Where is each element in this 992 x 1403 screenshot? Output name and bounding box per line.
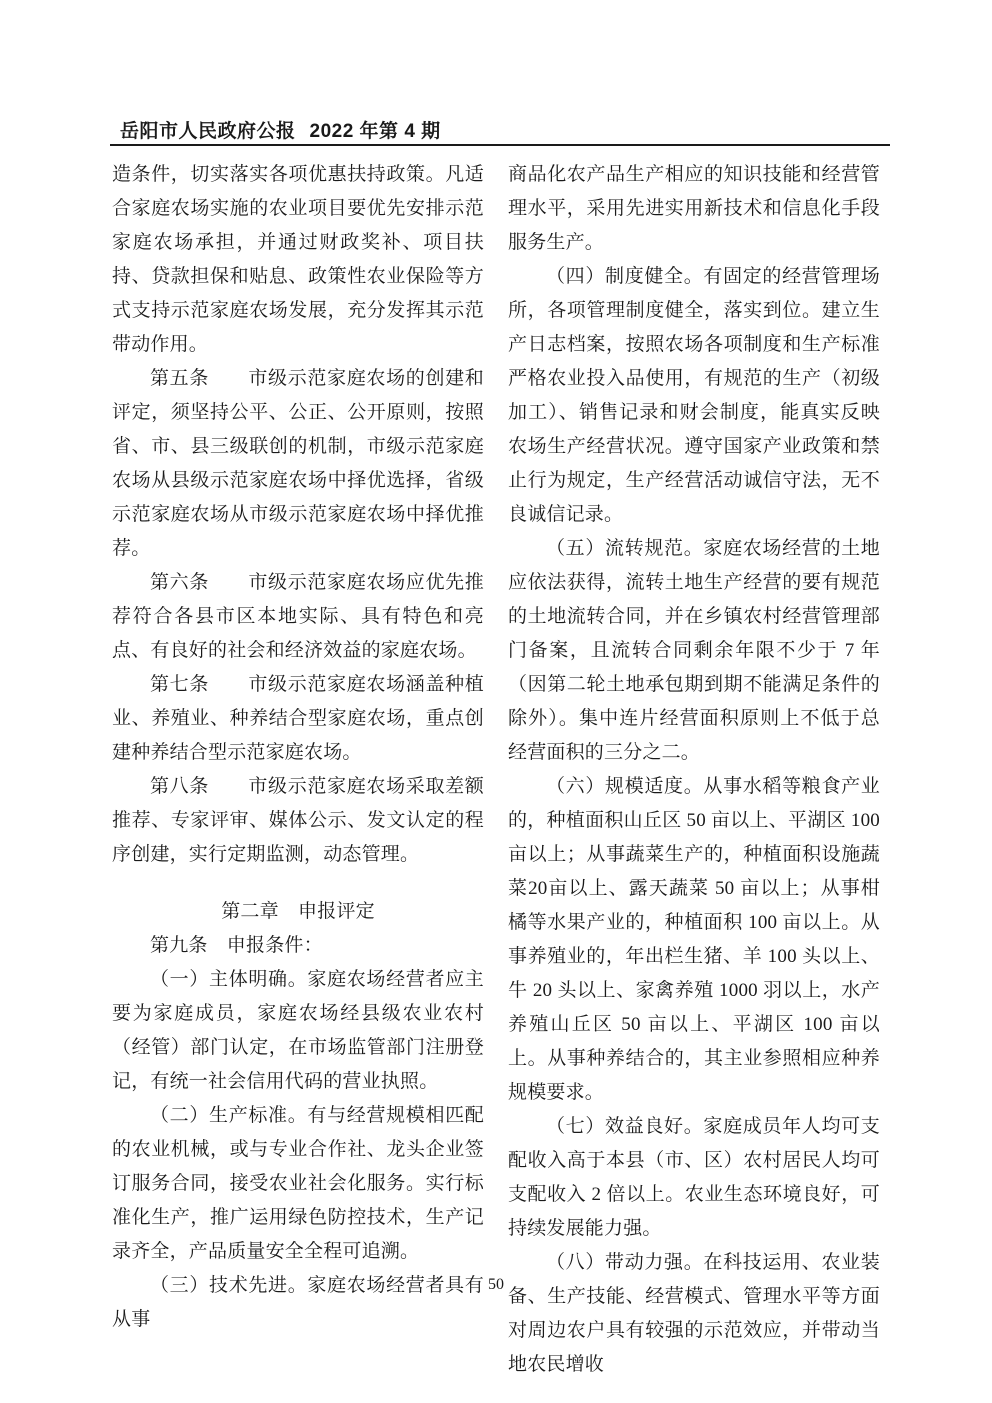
paragraph: （三）技术先进。家庭农场经营者具有从事 [112,1275,484,1330]
gazette-issue: 2022 年第 4 期 [309,121,441,142]
left-column [112,158,484,1382]
paragraph: 商品化农产品生产相应的知识技能和经营管理水平，采用先进实用新技术和信息化手段服务生产。 [508,164,880,253]
paragraph: （一）主体明确。家庭农场经营者应主要为家庭成员，家庭农场经县级农业农村（经管）部门认定，在市场监管部门注册登记，有统一社会信用代码的营业执照。 [112,969,484,1092]
gazette-header [120,116,441,143]
paragraph: 造条件，切实落实各项优惠扶持政策。凡适合家庭农场实施的农业项目要优先安排示范家庭农场承担，并通过财政奖补、项目扶持、贷款担保和贴息、政策性农业保险等方式支持示范家庭农场发展，充分发挥其示范带动作用。 [112,164,484,355]
paragraph: 第六条 市级示范家庭农场应优先推荐符合各县市区本地实际、具有特色和亮点、有良好的社会和经济效益的家庭农场。 [112,572,484,661]
article-body [112,158,880,1382]
paragraph: 第八条 市级示范家庭农场采取差额推荐、专家评审、媒体公示、发文认定的程序创建，实行定期监测，动态管理。 [112,776,484,865]
paragraph: （六）规模适度。从事水稻等粮食产业的，种植面积山丘区 50 亩以上、平湖区 100 亩以上；从事蔬菜生产的，种植面积设施蔬菜20亩以上、露天蔬菜 50 亩以上；从事柑橘等水果产业的，种植面积 100 亩以上。从事养殖业的，年出栏生猪、羊 100 头以上、牛 20 头以上、家禽养殖 1000 羽以上，水产养殖山丘区 50 亩以上、平湖区 100 亩以上。从事种养结合的，其主业参照相应种养规模要求。 [508,776,880,1103]
chapter-heading: 第二章 申报评定 [221,901,375,922]
paragraph: 第七条 市级示范家庭农场涵盖种植业、养殖业、种养结合型家庭农场，重点创建种养结合型示范家庭农场。 [112,674,484,763]
paragraph: （二）生产标准。有与经营规模相匹配的农业机械，或与专业合作社、龙头企业签订服务合同，接受农业社会化服务。实行标准化生产，推广运用绿色防控技术，生产记录齐全，产品质量安全全程可追溯。 [112,1105,484,1262]
paragraph: （八）带动力强。在科技运用、农业装备、生产技能、经营模式、管理水平等方面对周边农户具有较强的示范效应，并带动当地农民增收 [508,1252,880,1375]
page-number: 50 [488,1276,504,1293]
paragraph: （四）制度健全。有固定的经营管理场所，各项管理制度健全，落实到位。建立生产日志档案，按照农场各项制度和生产标准严格农业投入品使用，有规范的生产（初级加工）、销售记录和财会制度，能真实反映农场生产经营状况。遵守国家产业政策和禁止行为规定，生产经营活动诚信守法，无不良诚信记录。 [508,266,880,525]
paragraph: 第九条 申报条件： [150,935,323,956]
paragraph: （五）流转规范。家庭农场经营的土地应依法获得，流转土地生产经营的要有规范的土地流转合同，并在乡镇农村经营管理部门备案，且流转合同剩余年限不少于 7 年（因第二轮土地承包期到期不能满足条件的除外）。集中连片经营面积原则上不低于总经营面积的三分之二。 [508,538,880,763]
header-divider-rule [110,144,890,146]
paragraph: （七）效益良好。家庭成员年人均可支配收入高于本县（市、区）农村居民人均可支配收入 2 倍以上。农业生态环境良好，可持续发展能力强。 [508,1116,880,1239]
paragraph: 第五条 市级示范家庭农场的创建和评定，须坚持公平、公正、公开原则，按照省、市、县三级联创的机制，市级示范家庭农场从县级示范家庭农场中择优选择，省级示范家庭农场从市级示范家庭农场中择优推荐。 [112,368,484,559]
gazette-title: 岳阳市人民政府公报 [120,121,296,142]
right-column [508,158,880,1382]
